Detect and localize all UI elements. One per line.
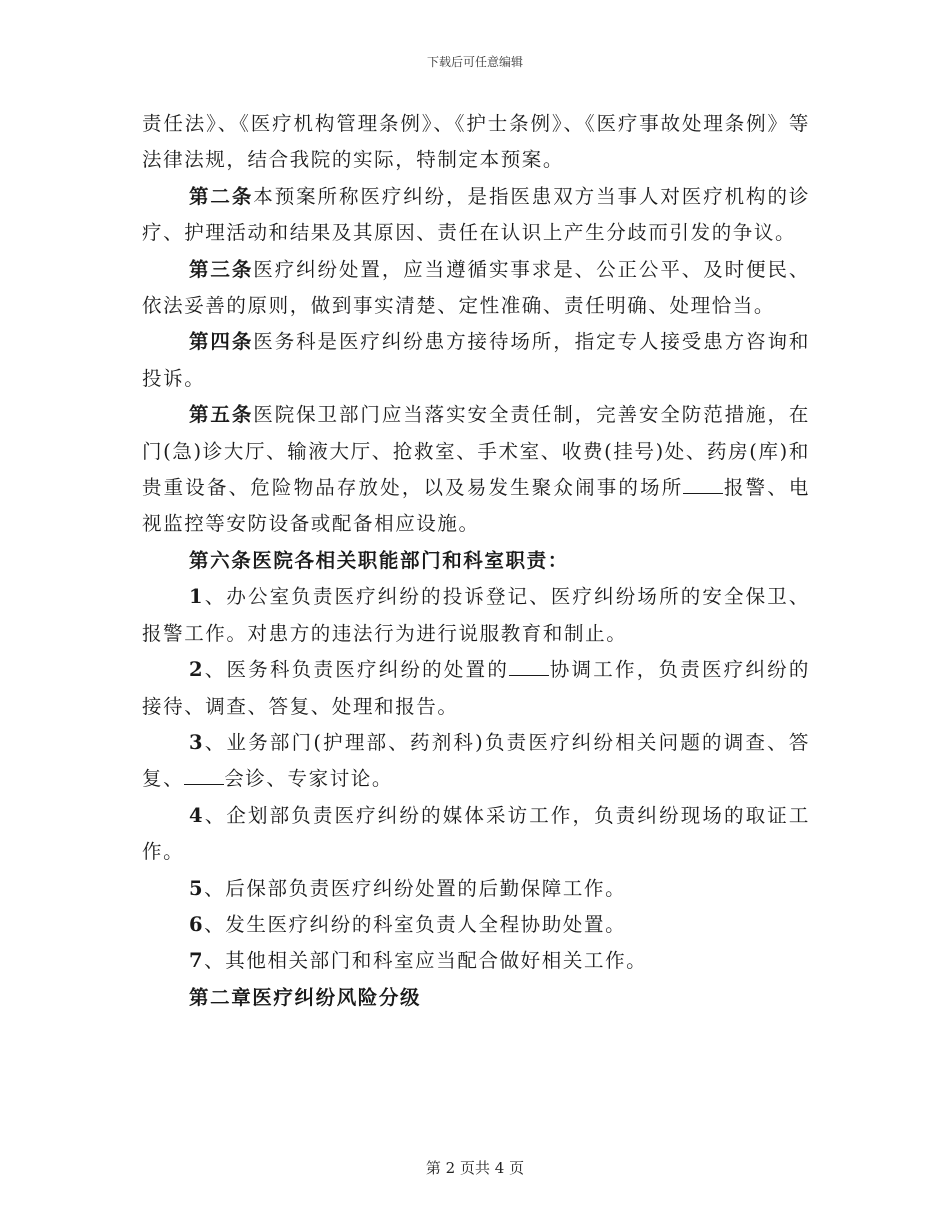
page-footer: 第 2 页共 4 页 xyxy=(425,1159,525,1177)
article-label: 第四条 xyxy=(189,330,254,354)
item-number: 3 xyxy=(189,730,205,754)
item-number: 4 xyxy=(189,803,205,827)
paragraph-intro: 责任法》、《医疗机构管理条例》、《护士条例》、《医疗事故处理条例》等法律法规，结合我院的实际，特制定本预案。 xyxy=(142,112,810,172)
article-4 xyxy=(142,324,810,397)
article-text: 本预案所称医疗纠纷，是指医患双方当事人对医疗机构的诊疗、护理活动和结果及其原因、责任在认识上产生分歧而引发的争议。 xyxy=(142,184,810,245)
item-text: 、医务科负责医疗纠纷的处置的 xyxy=(204,658,510,682)
fill-blank xyxy=(184,769,224,786)
duty-item-7 xyxy=(142,943,810,979)
item-text: 、业务部门(护理部、药剂科)负责医疗纠纷相关问题的调查、答复、 xyxy=(142,730,810,791)
article-text: 医疗纠纷处置，应当遵循实事求是、公正公平、及时便民、依法妥善的原则，做到事实清楚、定性准确、责任明确、处理恰当。 xyxy=(142,257,810,318)
item-text: 、办公室负责医疗纠纷的投诉登记、医疗纠纷场所的安全保卫、报警工作。对患方的违法行为进行说服教育和制止。 xyxy=(142,585,810,645)
document-body xyxy=(142,106,810,1016)
item-text: 、企划部负责医疗纠纷的媒体采访工作，负责纠纷现场的取证工作。 xyxy=(142,803,810,864)
fill-blank xyxy=(683,477,723,494)
article-text: 报警、电视监控等安防设备或配备相应设施。 xyxy=(142,476,810,536)
item-text: 、其他相关部门和科室应当配合做好相关工作。 xyxy=(204,949,648,973)
article-text: 医务科是医疗纠纷患方接待场所，指定专人接受患方咨询和投诉。 xyxy=(142,330,810,390)
chapter-2-heading: 第二章医疗纠纷风险分级 xyxy=(189,985,422,1009)
article-3 xyxy=(142,252,810,325)
duty-item-1 xyxy=(142,579,810,652)
item-number: 6 xyxy=(189,912,205,936)
item-number: 7 xyxy=(189,949,205,973)
fill-blank xyxy=(509,660,549,677)
article-text: 医院保卫部门应当落实安全责任制，完善安全防范措施，在门(急)诊大厅、输液大厅、抢救室、手术室、收费(挂号)处、药房(库)和贵重设备、危险物品存放处，以及易发生聚众闹事的场所 xyxy=(142,403,810,500)
duty-item-2 xyxy=(142,652,810,725)
article-6-heading: 第六条医院各相关职能部门和科室职责： xyxy=(189,548,569,572)
item-text: 协调工作，负责医疗纠纷的接待、调查、答复、处理和报告。 xyxy=(142,658,810,718)
item-text: 、后保部负责医疗纠纷处置的后勤保障工作。 xyxy=(204,876,627,900)
item-number: 1 xyxy=(189,585,205,609)
item-number: 2 xyxy=(189,658,205,682)
article-5 xyxy=(142,397,810,543)
article-2 xyxy=(142,179,810,252)
item-text: 、发生医疗纠纷的科室负责人全程协助处置。 xyxy=(204,912,627,936)
article-label: 第三条 xyxy=(189,257,254,281)
article-label: 第二条 xyxy=(189,184,254,208)
item-text: 会诊、专家讨论。 xyxy=(224,767,394,791)
item-number: 5 xyxy=(189,876,205,900)
duty-item-6 xyxy=(142,907,810,943)
page-header: 下载后可任意编辑 xyxy=(426,55,523,69)
duty-item-3 xyxy=(142,725,810,798)
duty-item-4 xyxy=(142,798,810,871)
article-label: 第五条 xyxy=(189,403,254,427)
duty-item-5 xyxy=(142,871,810,907)
